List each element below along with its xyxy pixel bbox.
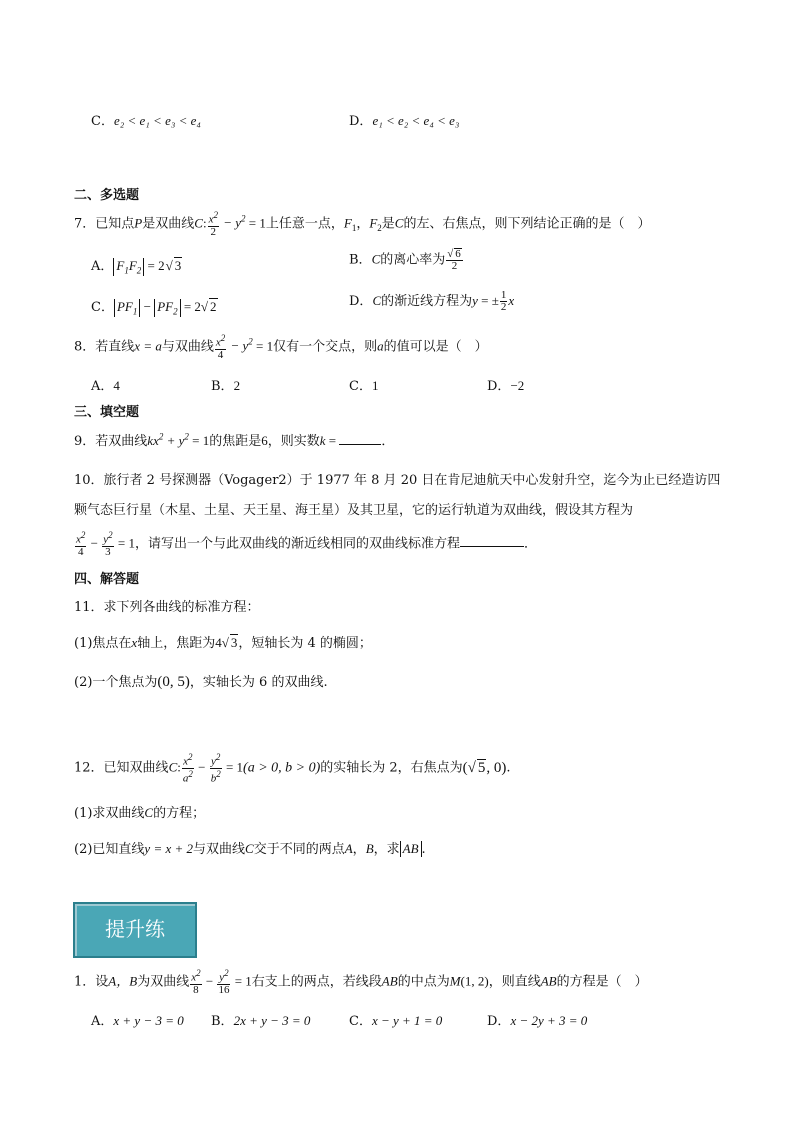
adv-option-a: A．x + y − 3 = 0 xyxy=(91,1013,184,1029)
q8-option-c: C．1 xyxy=(349,378,379,394)
q7-option-d: D．C的渐近线方程为y = ± $\frac{1}{2}$ x xyxy=(349,289,515,313)
fraction: $\frac{x^2}{4}$ xyxy=(215,333,226,361)
q7-option-c: C． $PF_1 - PF_2 = 2√$ 2 xyxy=(91,299,217,317)
q6-option-c: C．e₂ < e₁ < e₃ < e₄ xyxy=(91,113,201,129)
question-7: 7．已知点P是双曲线C: $\frac{x^2}{2}$ − $y^2 = 1$上任意一点，$F_1$，$F_2$是C的左、右焦点，则下列结论正确的是（ ） xyxy=(74,210,651,238)
fraction: $\frac{x^2}{8}$ xyxy=(191,968,201,996)
q7-option-a: A． $F_1F_2 = 2√$ 3 xyxy=(91,258,182,276)
q6-option-d: D．e₁ < e₂ < e₄ < e₃ xyxy=(349,113,460,129)
question-11: 11．求下列各曲线的标准方程： xyxy=(74,600,260,615)
adv-option-d: D．x − 2y + 3 = 0 xyxy=(487,1013,588,1029)
question-12: 12．已知双曲线C: $\frac{x^2}{a^2}$ − $\frac{y^2}{b^2}$ = 1(a > 0, b > 0)的实轴长为 2，右焦点为(√ 5, 0). xyxy=(74,752,511,785)
fraction: $\frac{y^2}{3}$ xyxy=(103,530,113,558)
adv-option-b: B．2x + y − 3 = 0 xyxy=(211,1013,311,1029)
fraction: $\frac{1}{2}$ xyxy=(500,289,507,313)
question-10-line1: 10．旅行者 2 号探测器（Vogager2）于 1977 年 8 月 20 日在肯尼迪航天中心发射升空，迄今为止已经造访四 xyxy=(74,473,721,488)
section-answer: 四、解答题 xyxy=(74,572,140,587)
question-12-part1: (1)求双曲线C的方程； xyxy=(74,805,206,821)
answer-blank[interactable] xyxy=(460,546,524,547)
q7-option-b: B．C的离心率为 $\frac{√ 6}{2}$ xyxy=(349,248,461,272)
question-12-part2: (2)已知直线y = x + 2与双曲线C交于不同的两点A，B，求 AB . xyxy=(74,841,426,857)
fraction: $\frac{x^2}{4}$ xyxy=(76,530,86,558)
answer-blank[interactable] xyxy=(339,444,381,445)
fraction: $\frac{y^2}{16}$ xyxy=(218,968,230,996)
fraction: $\frac{√ 6}{2}$ xyxy=(447,248,461,272)
adv-option-c: C．x − y + 1 = 0 xyxy=(349,1013,443,1029)
q8-option-a: A．4 xyxy=(91,378,120,394)
section-multiple-choice: 二、多选题 xyxy=(74,188,140,203)
fraction: $\frac{y^2}{b^2}$ xyxy=(210,752,221,785)
q8-option-b: B．2 xyxy=(211,378,241,394)
question-9: 9．若双曲线$kx^2 + y^2 = 1$的焦距是6，则实数k = ． xyxy=(74,431,395,449)
practice-banner: 提升练 xyxy=(73,902,197,958)
question-10-line2: 颗气态巨行星（木星、土星、天王星、海王星）及其卫星，它的运行轨道为双曲线，假设其方程为 xyxy=(74,503,634,518)
q8-option-d: D．−2 xyxy=(487,378,525,394)
fraction: $\frac{x^2}{a^2}$ xyxy=(182,752,193,785)
question-8: 8．若直线x = a与双曲线 $\frac{x^2}{4}$ − $y^2 = 1$仅有一个交点，则a的值可以是（ ） xyxy=(74,333,488,361)
question-advanced-1: 1．设A，B为双曲线 $\frac{x^2}{8}$ − $\frac{y^2}{16}$ = 1右支上的两点，若线段AB的中点为M(1, 2)，则直线AB的方程是（ ） xyxy=(74,968,648,996)
question-11-part1: (1)焦点在x轴上，焦距为4√ 3，短轴长为 4 的椭圆； xyxy=(74,635,372,651)
question-10-line3: $\frac{x^2}{4}$ − $\frac{y^2}{3}$ = 1，请写出一个与此双曲线的渐近线相同的双曲线标准方程 ． xyxy=(76,530,537,558)
section-fill-in: 三、填空题 xyxy=(74,405,140,420)
question-11-part2: (2)一个焦点为(0, 5)，实轴长为 6 的双曲线. xyxy=(74,674,328,690)
fraction: $\frac{x^2}{2}$ xyxy=(208,210,218,238)
